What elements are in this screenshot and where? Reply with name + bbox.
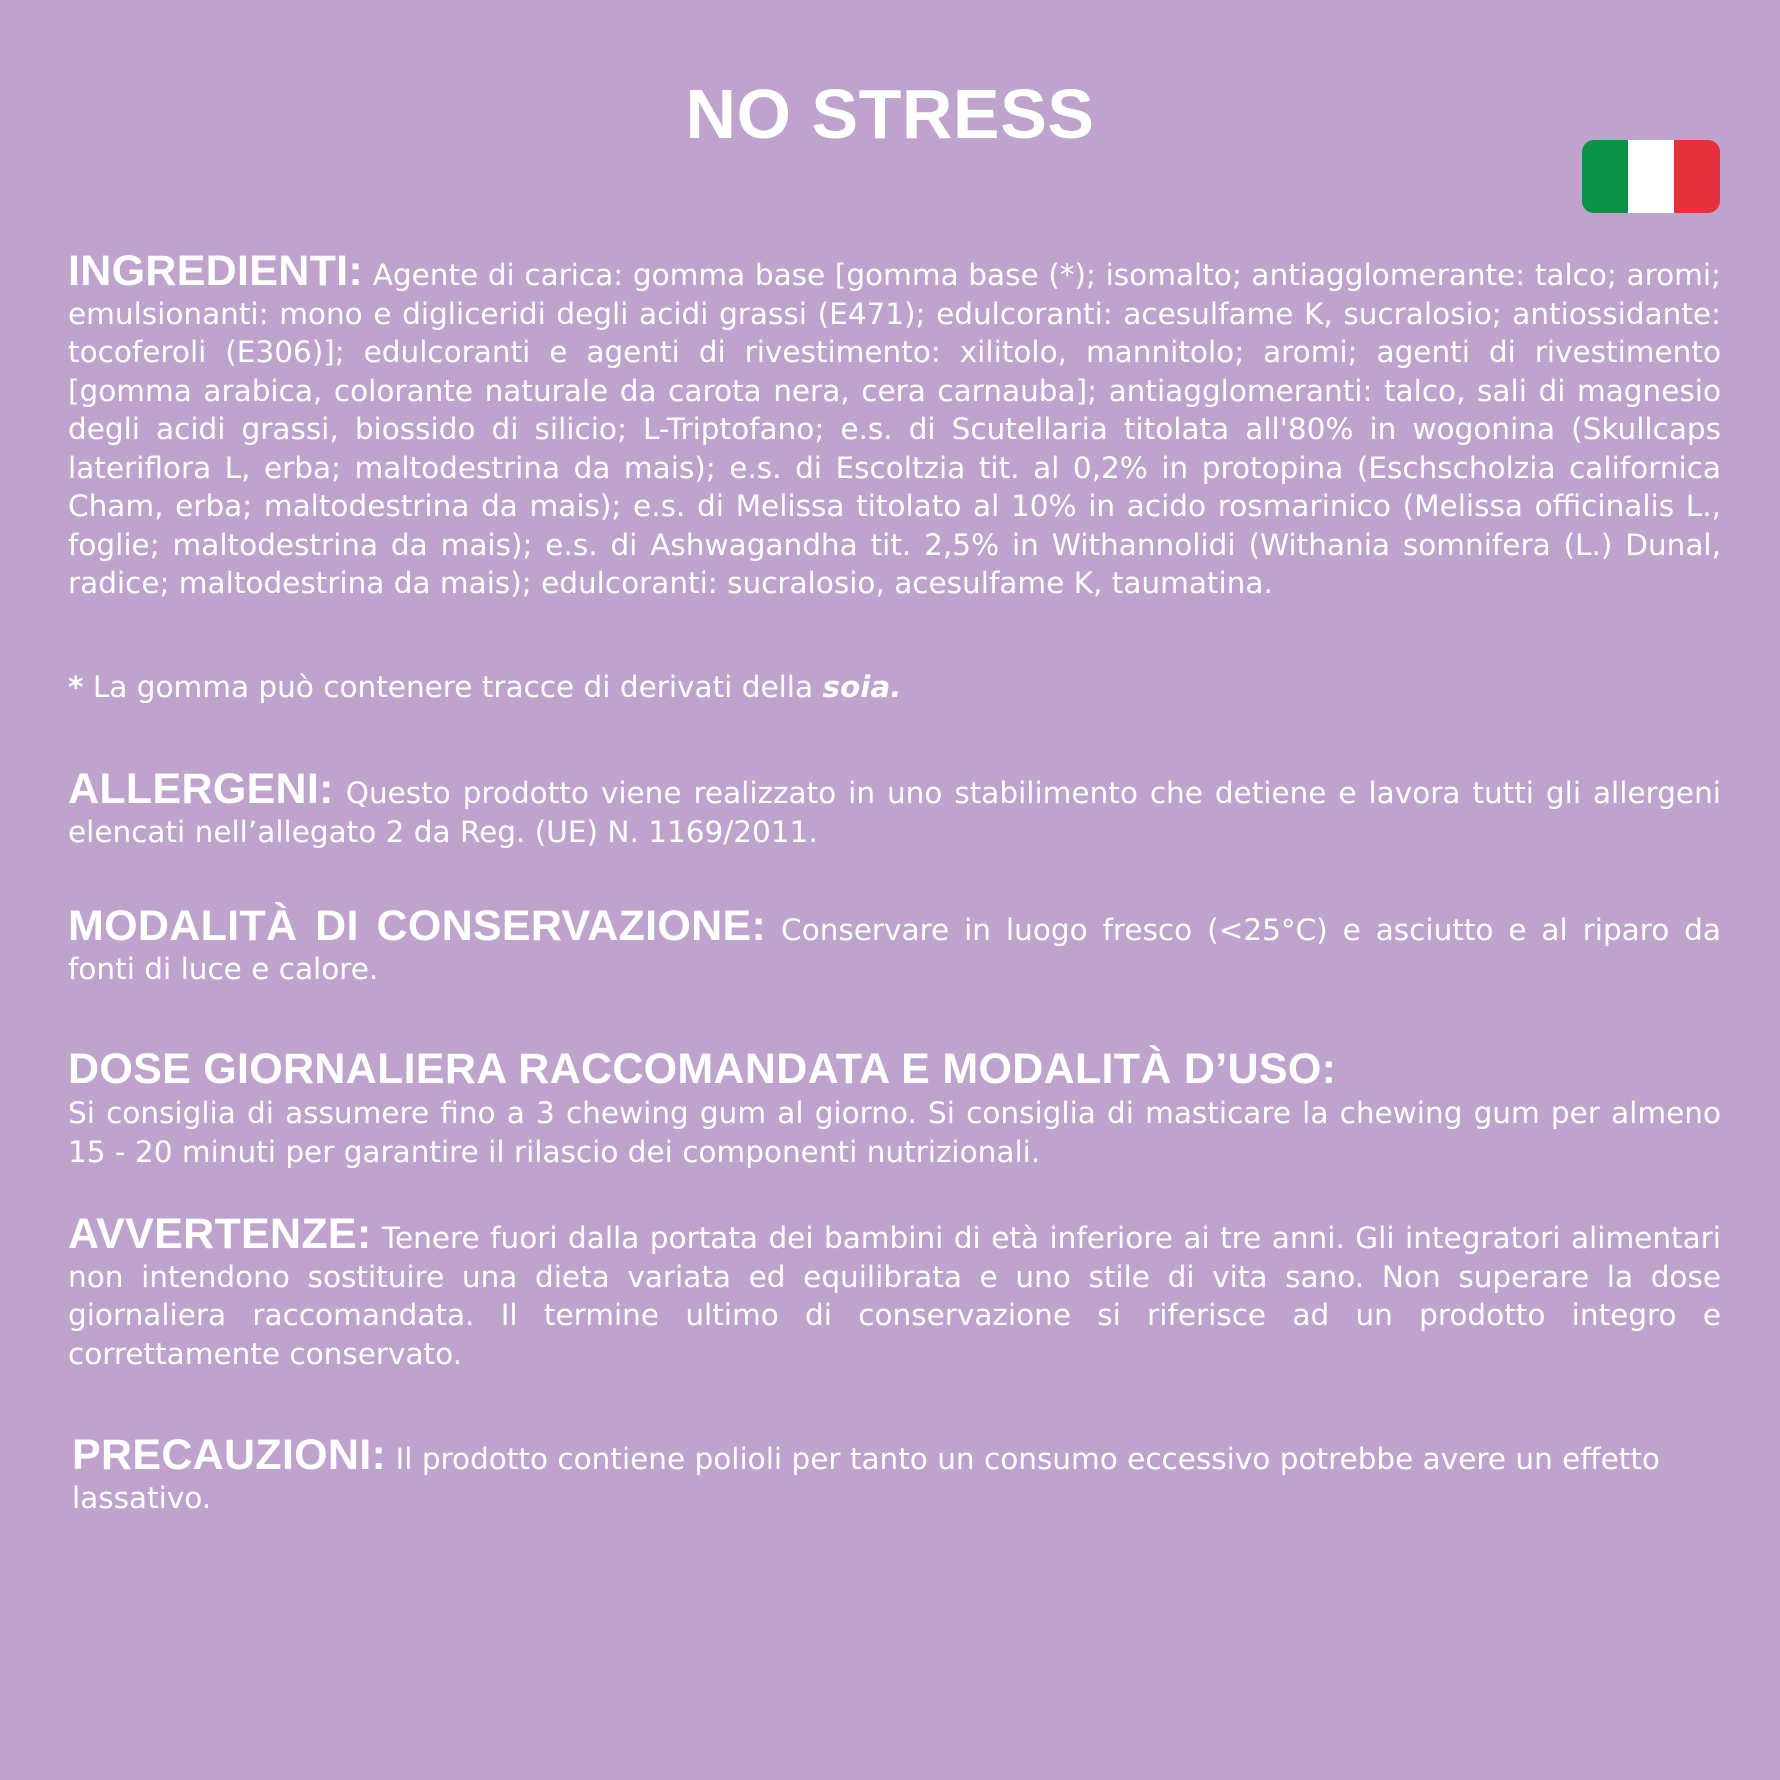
page-title: NO STRESS [685, 75, 1095, 153]
warnings-text: Tenere fuori dalla portata dei bambini di età inferiore ai tre anni. Gli integratori alimentari non intendono sostituire una dieta variata ed equilibrata e uno stile di vita sano. Non superare la dose giornaliera raccomandata. Il termine ultimo di conservazione si riferisce ad un prodotto integro e correttamente conservato. [68, 1221, 1721, 1371]
ingredients-section [68, 247, 1721, 603]
dosage-section [68, 1044, 1721, 1171]
note-text: La gomma può contenere tracce di derivati della [92, 670, 814, 704]
allergens-section [68, 765, 1721, 851]
allergens-heading: ALLERGENI: [68, 765, 334, 813]
ingredients-text: Agente di carica: gomma base [gomma base (*); isomalto; antiagglomerante: talco; aromi; emulsionanti: mono e digliceridi degli acidi grassi (E471); edulcoranti: acesulfame K, sucralosio; antiossidante: tocoferoli (E306)]; edulcoranti e agenti di rivestimento: xilitolo, mannitolo; aromi; agenti di rivestimento [gomma arabica, colorante naturale da carota nera, cera carnauba]; antiagglomeranti: talco, sali di magnesio degli acidi grassi, biossido di silicio; L-Triptofano; e.s. di Scutellaria titolata all'80% in wogonina (Skullcaps lateriflora L, erba; maltodestrina da mais); e.s. di Escoltzia tit. al 0,2% in protopina (Eschscholzia californica Cham, erba; maltodestrina da mais); e.s. di Melissa titolato al 10% in acido rosmarinico (Melissa officinalis L., foglie; maltodestrina da mais); e.s. di Ashwagandha tit. 2,5% in Withannolidi (Withania somnifera (L.) Dunal, radice; maltodestrina da mais); edulcoranti: sucralosio, acesulfame K, taumatina. [68, 258, 1721, 600]
dosage-heading: DOSE GIORNALIERA RACCOMANDATA E MODALITÀ D’USO: [68, 1045, 1337, 1093]
precautions-section [72, 1431, 1672, 1517]
warnings-heading: AVVERTENZE: [68, 1210, 372, 1258]
precautions-heading: PRECAUZIONI: [72, 1431, 387, 1479]
ingredients-heading: INGREDIENTI: [68, 247, 364, 295]
warnings-section [68, 1210, 1721, 1373]
flag-red-band [1674, 140, 1720, 213]
precautions-text: Il prodotto contiene polioli per tanto un consumo eccessivo potrebbe avere un effetto lassativo. [72, 1442, 1660, 1515]
flag-green-band [1582, 140, 1628, 213]
flag-white-band [1628, 140, 1674, 213]
storage-section [68, 902, 1721, 988]
storage-heading: MODALITÀ DI CONSERVAZIONE: [68, 902, 767, 950]
note-emphasis: soia. [822, 670, 902, 704]
storage-text: Conservare in luogo fresco (<25°C) e asciutto e al riparo da fonti di luce e calore. [68, 913, 1721, 986]
italian-flag-icon [1582, 140, 1720, 213]
allergens-text: Questo prodotto viene realizzato in uno stabilimento che detiene e lavora tutti gli allergeni elencati nell’allegato 2 da Reg. (UE) N. 1169/2011. [68, 776, 1721, 849]
note-asterisk: * [68, 670, 84, 704]
soy-note [68, 668, 902, 706]
dosage-text: Si consiglia di assumere fino a 3 chewing gum al giorno. Si consiglia di masticare la chewing gum per almeno 15 - 20 minuti per garantire il rilascio dei componenti nutrizionali. [68, 1096, 1721, 1169]
